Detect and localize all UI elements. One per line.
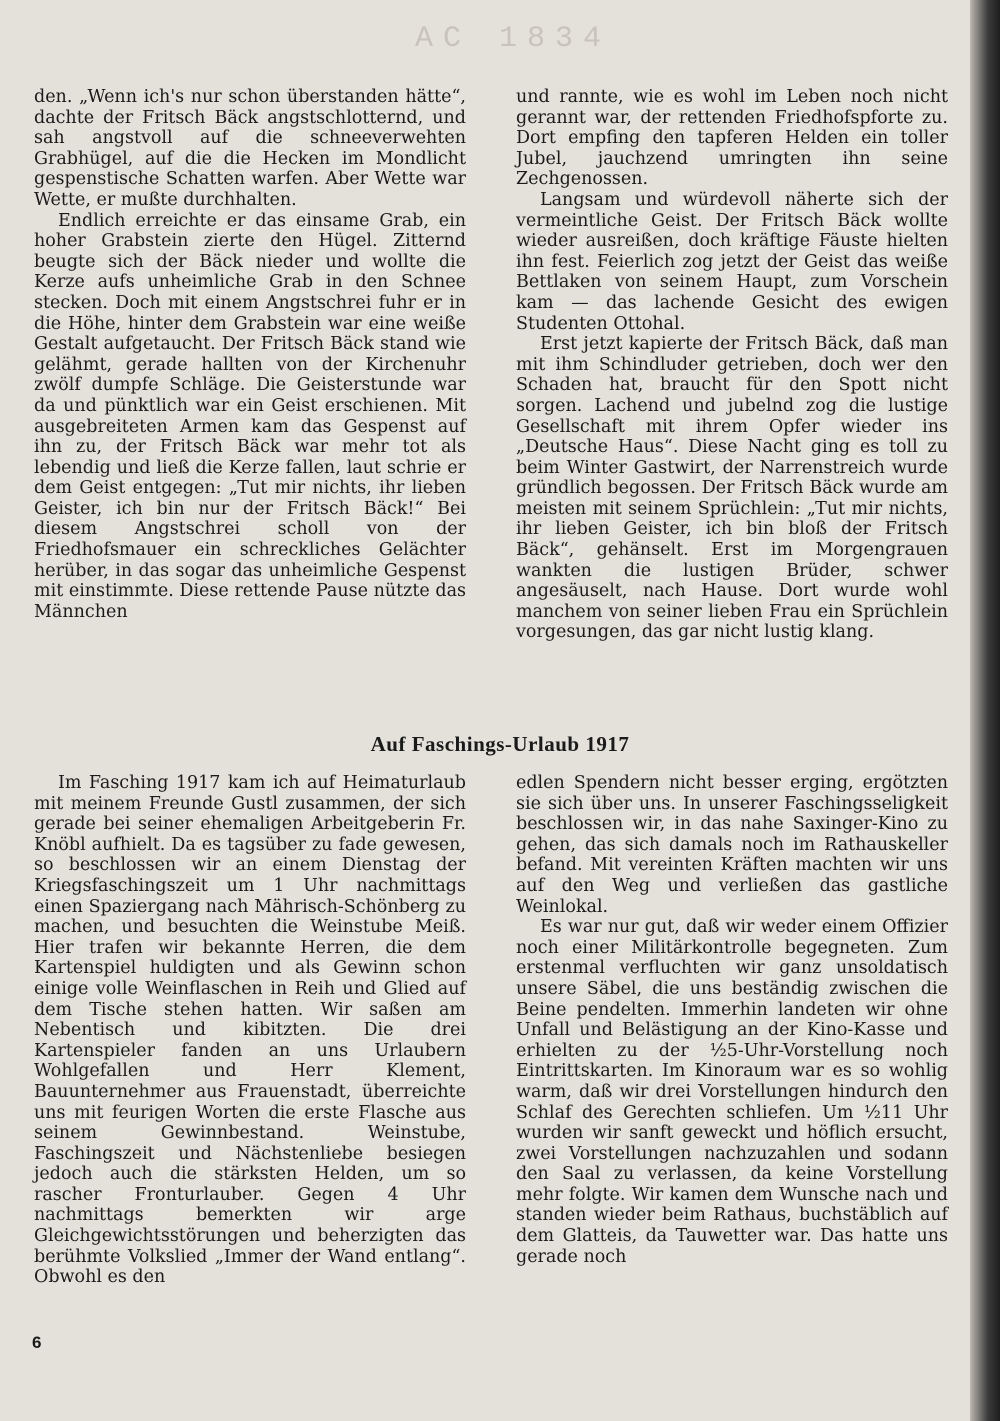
paragraph: Endlich erreichte er das einsame Grab, ein hoher Grabstein zierte den Hügel. Zitternd beugte sich der Bäck nieder und wollte die Kerze aufs unheimliche Grab in den Schnee stecken. Doch mit einem Angstschrei fuhr er in die Höhe, hinter dem Grabstein war eine weiße Gestalt aufgetaucht. Der Fritsch Bäck stand wie gelähmt, gerade hallten von der Kirchenuhr zwölf dumpfe Schläge. Die Geisterstunde war da und pünktlich war ein Geist erschienen. Mit ausgebreiteten Armen kam das Gespenst auf ihn zu, der Fritsch Bäck war mehr tot als lebendig und ließ die Kerze fallen, laut schrie er dem Geist entgegen: „Tut mir nichts, ihr lieben Geister, ich bin nur der Fritsch Bäck!“ Bei diesem Angstschrei scholl von der Friedhofsmauer ein schreckliches Gelächter herüber, in das sogar das unheimliche Gespenst mit einstimmte. Diese rettende Pause nützte das Männchen	[34, 210, 466, 622]
paragraph: Es war nur gut, daß wir weder einem Offizier noch einer Militärkontrolle begegneten. Zum erstenmal verfluchten wir ganz unsoldatisch unsere Säbel, die uns beständig zwischen die Beine pendelten. Immerhin landeten wir ohne Unfall und Belästigung an der Kino-Kasse und erhielten zu der ½5-Uhr-Vorstellung noch Eintrittskarten. Im Kinoraum war es so wohlig warm, daß wir drei Vorstellungen hindurch den Schlaf des Gerechten schliefen. Um ½11 Uhr wurden wir sanft geweckt und höflich ersucht, zwei Vorstellungen nachzuzahlen und sodann den Saal zu verlassen, da keine Vorstellung mehr folgte. Wir kamen dem Wunsche nach und standen wieder beim Rathaus, buchstäblich auf dem Glatteis, da Tauwetter war. Das hatte uns gerade noch	[516, 917, 948, 1267]
paragraph: Erst jetzt kapierte der Fritsch Bäck, daß man mit ihm Schindluder getrieben, doch wer den Schaden hat, braucht für den Spott nicht sorgen. Lachend und jubelnd zog die lustige Gesellschaft mit ihrem Opfer wieder ins „Deutsche Haus“. Diese Nacht ging es toll zu beim Winter Gastwirt, der Narrenstreich wurde gründlich begossen. Der Fritsch Bäck wurde am meisten mit seinem Sprüchlein: „Tut mir nichts, ihr lieben Geister, ich bin bloß der Fritsch Bäck“, gehänselt. Erst im Morgengrauen wankten die lustigen Brüder, schwer angesäuselt, nach Hause. Dort wurde wohl manchem von seiner lieben Frau ein Sprüchlein vorgesungen, das gar nicht lustig klang.	[516, 334, 948, 643]
paragraph: Im Fasching 1917 kam ich auf Heimaturlaub mit meinem Freunde Gustl zusammen, der sich gerade bei seiner ehemaligen Arbeitgeberin Fr. Knöbl aufhielt. Da es tagsüber zu fade gewesen, so beschlossen wir an einem Dienstag der Kriegsfaschingszeit um 1 Uhr nachmittags einen Spaziergang nach Mährisch-Schönberg zu machen, und besuchten die Weinstube Meiß. Hier trafen wir bekannte Herren, die dem Kartenspiel huldigten und als Gewinn schon einige volle Weinflaschen in Reih und Glied auf dem Tische stehen hatten. Wir saßen am Nebentisch und kibitzten. Die drei Kartenspieler fanden an uns Urlaubern Wohlgefallen und Herr Klement, Bauunternehmer aus Frauenstadt, überreichte uns mit feurigen Worten die erste Flasche aus seinem Gewinnbestand. Weinstube, Faschingszeit und Nächstenliebe besiegen jedoch auch die stärksten Helden, um so rascher Fronturlauber. Gegen 4 Uhr nachmittags bemerkten wir arge Gleichgewichtsstörungen und beherzigten das berühmte Volkslied „Immer der Wand entlang“. Obwohl es den	[34, 773, 466, 1288]
article-right-column	[516, 773, 948, 1267]
page-number: 6	[32, 1333, 42, 1352]
article-left-column	[34, 773, 466, 1288]
paragraph: edlen Spendern nicht besser erging, ergötzten sie sich über uns. In unserer Faschingsseligkeit beschlossen wir, in das nahe Saxinger-Kino zu gehen, das sich damals noch im Rathauskeller befand. Mit vereinten Kräften machten wir uns auf den Weg und verließen das gastliche Weinlokal.	[516, 773, 948, 917]
story-left-column	[34, 87, 466, 622]
paragraph: und rannte, wie es wohl im Leben noch nicht gerannt war, der rettenden Friedhofspforte zu. Dort empfing den tapferen Helden ein toller Jubel, jauchzend umringten ihn seine Zechgenossen.	[516, 87, 948, 190]
story-right-column	[516, 87, 948, 643]
article-title: Auf Faschings-Urlaub 1917	[370, 732, 630, 756]
paragraph: den. „Wenn ich's nur schon überstanden hätte“, dachte der Fritsch Bäck angstschlotternd, und sah angstvoll auf die schneeverwehten Grabhügel, auf die die Hecken im Mondlicht gespenstische Schatten warfen. Aber Wette war Wette, er mußte durchhalten.	[34, 87, 466, 210]
archive-stamp: AC 1834	[415, 22, 612, 56]
binding-shadow	[970, 0, 1000, 1421]
paragraph: Langsam und würdevoll näherte sich der vermeintliche Geist. Der Fritsch Bäck wollte wieder ausreißen, doch kräftige Fäuste hielten ihn fest. Feierlich zog jetzt der Geist das weiße Bettlaken von seinem Haupt, zum Vorschein kam — das lachende Gesicht des ewigen Studenten Ottohal.	[516, 189, 948, 334]
